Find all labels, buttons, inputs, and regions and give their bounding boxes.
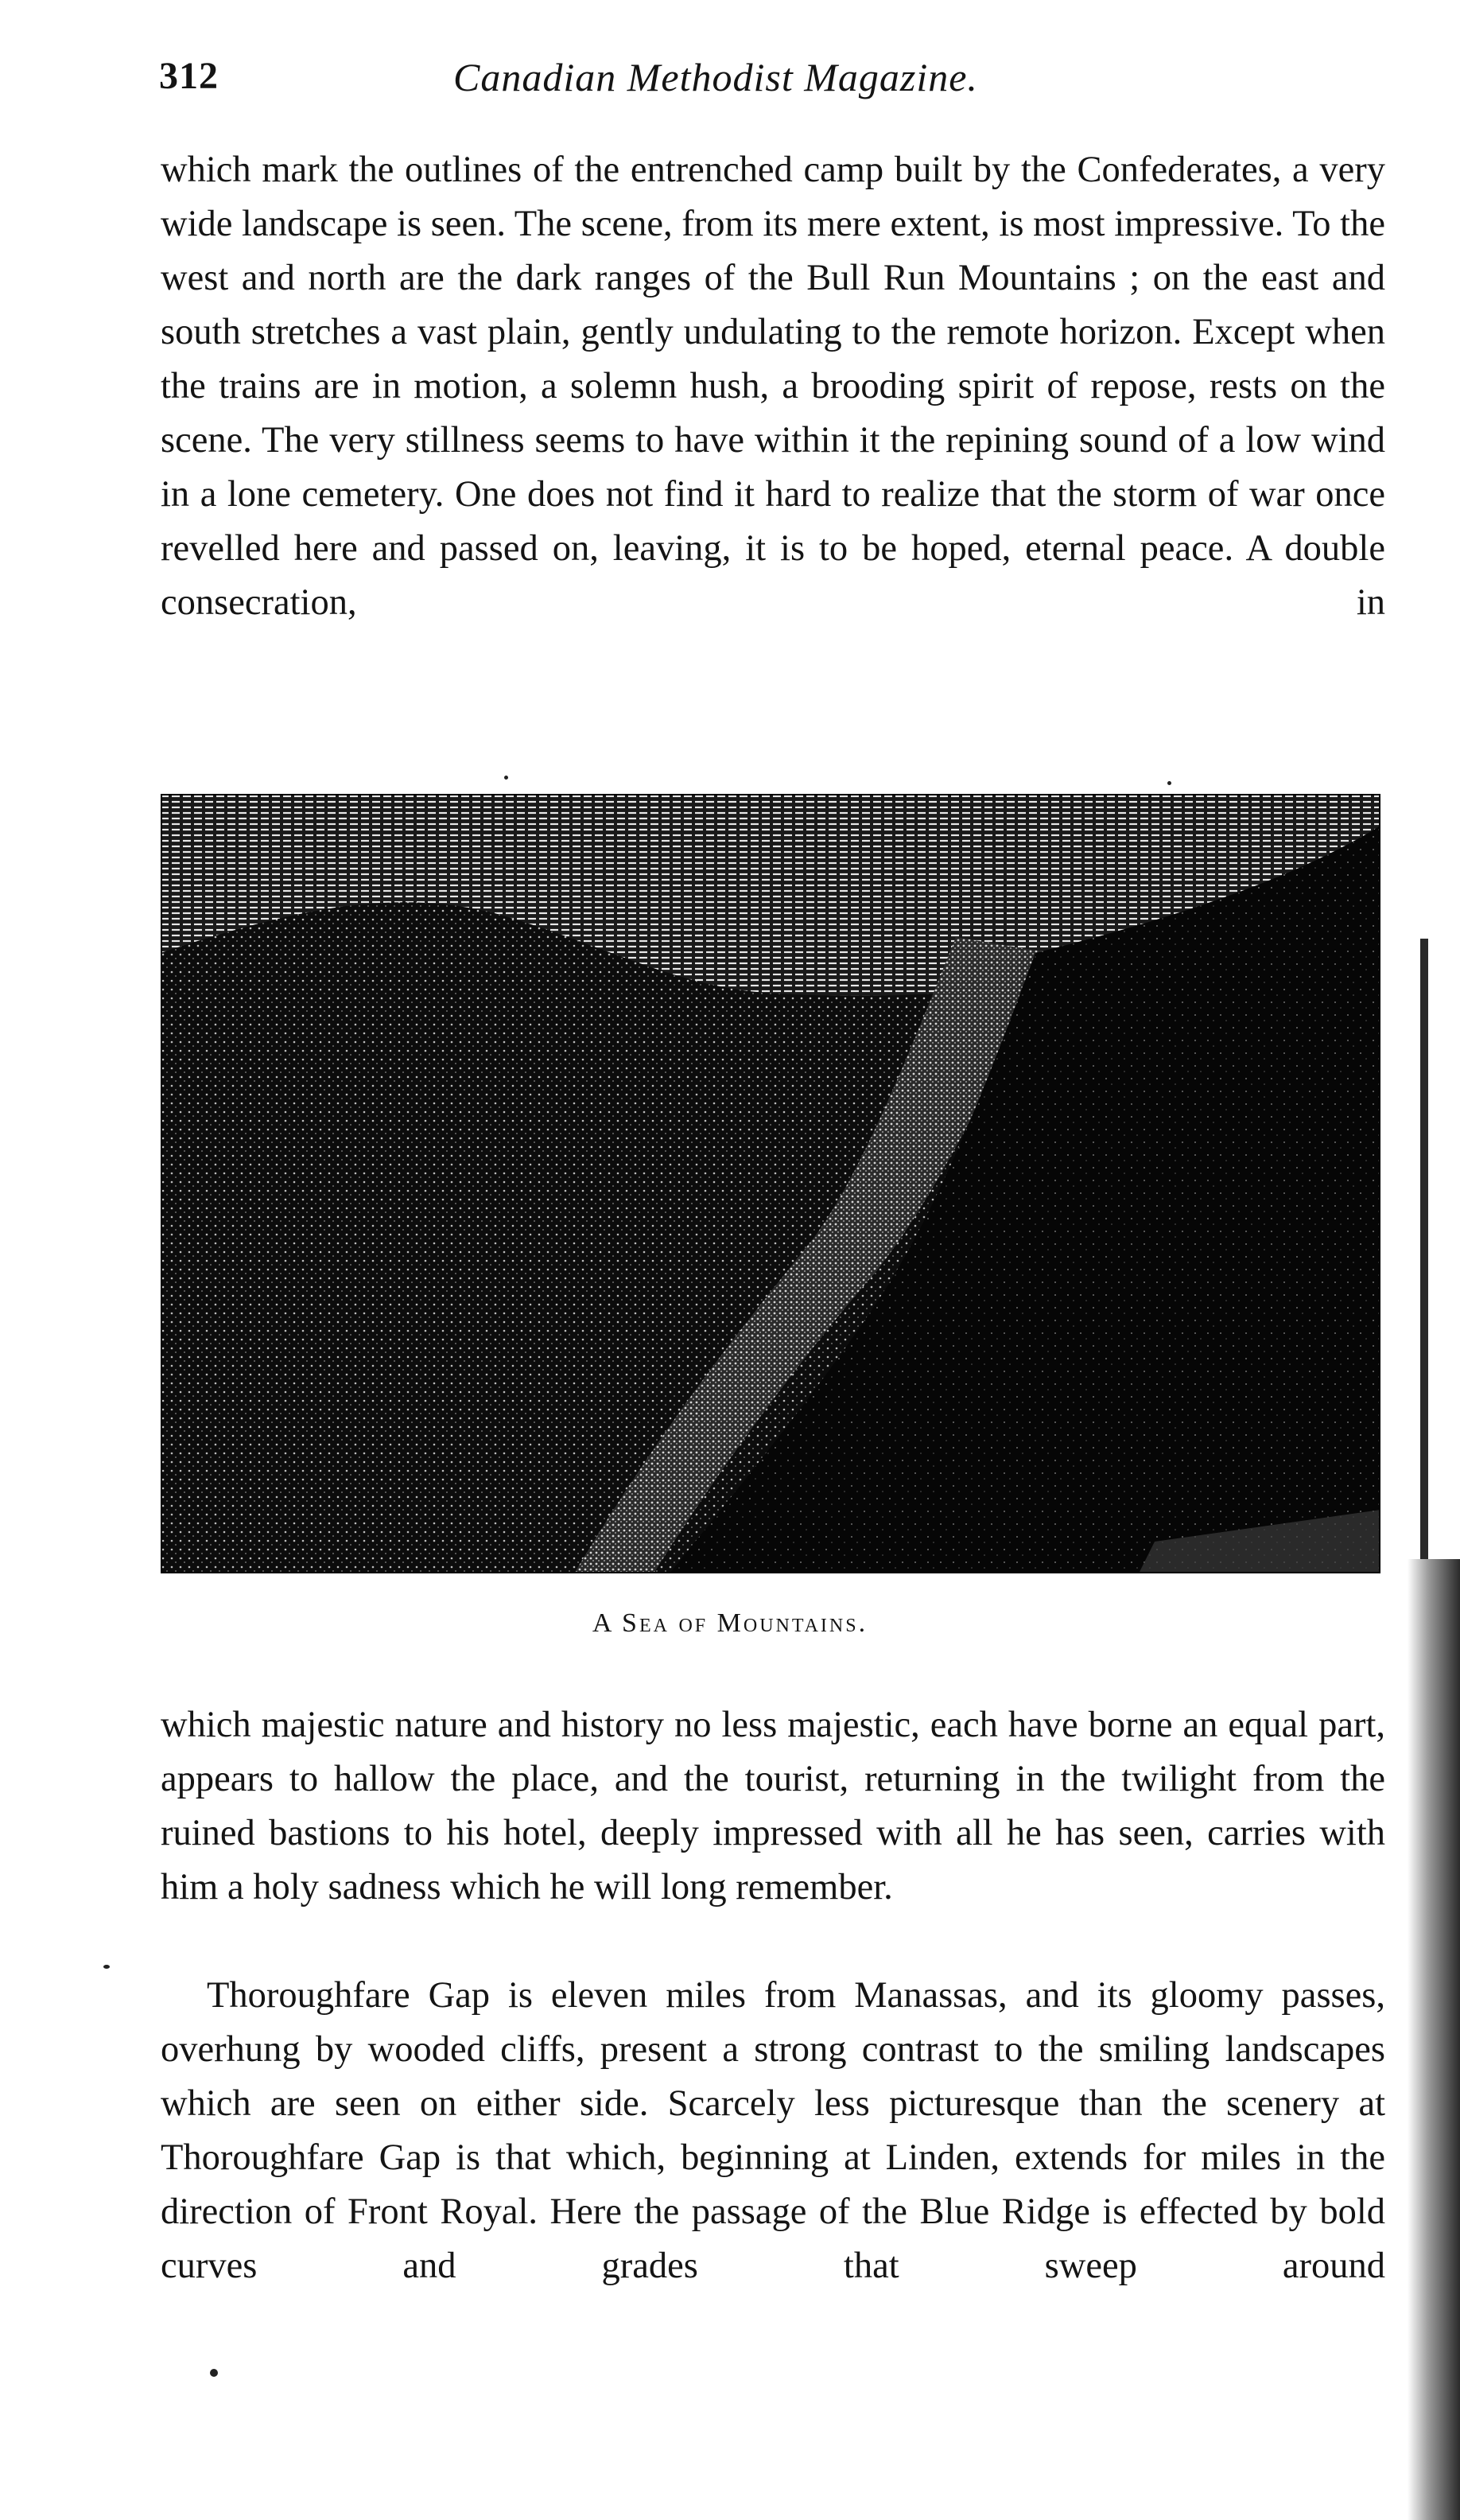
- scan-shadow-edge: [1408, 1559, 1460, 2520]
- ink-speck: [103, 1965, 110, 1969]
- engraving-illustration: [161, 794, 1380, 1573]
- page-number: 312: [159, 55, 219, 97]
- scan-edge-mark: [1420, 939, 1428, 1559]
- running-title: Canadian Methodist Magazine.: [453, 55, 978, 99]
- ink-speck: [1167, 781, 1171, 785]
- body-paragraph-3: Thoroughfare Gap is eleven miles from Manassas, and its gloomy passes, overhung by wooded cliffs, present a strong contrast to the smiling landscapes which are seen on either side. Scarcely less picturesque than the scenery at Thoroughfare Gap is that which, beginning at Linden, extends for miles in the direction of Front Royal. Here the passage of the Blue Ridge is effected by bold curves and grades that sweep around: [161, 1975, 1385, 2286]
- page-header: [159, 48, 1400, 119]
- ink-speck: [504, 776, 508, 780]
- body-paragraph-2: which majestic nature and history no less majestic, each have borne an equal part, appears to hallow the place, and the tourist, returning in the twilight from the ruined bastions to his hotel, deeply impressed with all he has seen, carries with him a holy sadness which he will long remember.: [161, 1705, 1385, 1908]
- ink-speck: [210, 2369, 218, 2377]
- body-paragraph-1: which mark the outlines of the entrenched camp built by the Confederates, a very wide landscape is seen. The scene, from its mere extent, is most impressive. To the west and north are the dark ranges of the Bull Run Mountains ; on the east and south stretches a vast plain, gently undulating to the remote horizon. Except when the trains are in motion, a solemn hush, a brooding spirit of repose, rests on the scene. The very stillness seems to have within it the repining sound of a low wind in a lone cemetery. One does not find it hard to realize that the storm of war once revelled here and passed on, leaving, it is to be hoped, eternal peace. A double consecration, in: [161, 150, 1385, 623]
- mountain-engraving: [161, 794, 1380, 1573]
- figure-caption: A Sea of Mountains.: [592, 1608, 868, 1638]
